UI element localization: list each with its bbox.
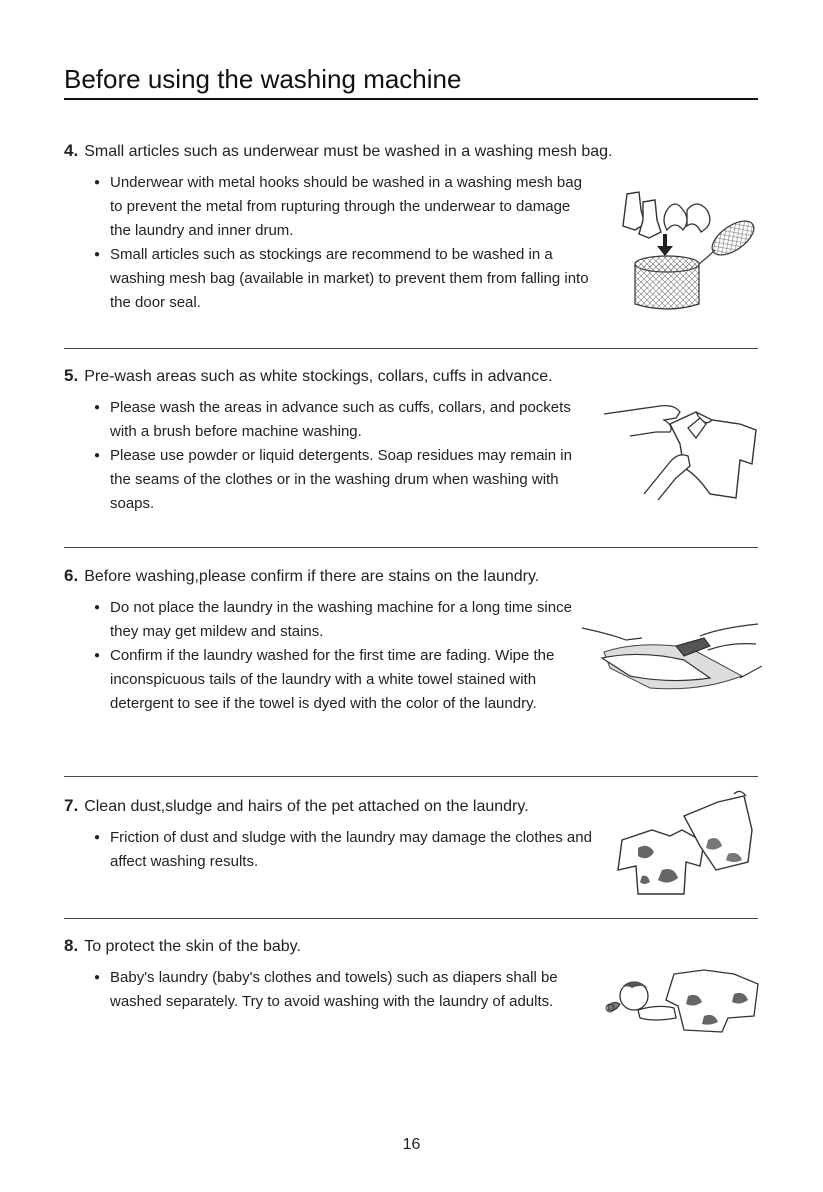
bullet-item: ● Please wash the areas in advance such as cuffs, collars, and pockets with a brush before machine washing. (94, 396, 594, 444)
bullet-item: ● Do not place the laundry in the washing machine for a long time since they may get mildew and stains. (94, 596, 594, 644)
section-heading (64, 141, 758, 162)
bullet-item: ● Small articles such as stockings are recommend to be washed in a washing mesh bag (available in market) to prevent them from falling into the door seal. (94, 243, 594, 315)
section-heading (64, 936, 758, 957)
bullet-item: ● Friction of dust and sludge with the laundry may damage the clothes and affect washing results. (94, 826, 594, 874)
bullet-item: ● Baby's laundry (baby's clothes and towels) such as diapers shall be washed separately. Try to avoid washing with the laundry of adults. (94, 966, 594, 1014)
section-number: 5. (64, 366, 79, 385)
page-number: 16 (402, 1136, 421, 1153)
section-heading (64, 566, 758, 587)
section-heading-text: Pre-wash areas such as white stockings, collars, cuffs in advance. (84, 368, 553, 385)
section-heading-text: Before washing,please confirm if there are stains on the laundry. (84, 568, 540, 585)
title-underline (64, 98, 758, 100)
section-number: 6. (64, 566, 79, 585)
section-number: 7. (64, 796, 79, 815)
bullet-item: ● Underwear with metal hooks should be washed in a washing mesh bag to prevent the metal from rupturing through the underwear to damage the laundry and inner drum. (94, 171, 594, 243)
section-divider (64, 547, 758, 548)
brushing-laundry-icon (580, 618, 762, 700)
hands-brushing-shirt-collar-icon (600, 398, 760, 503)
bullet-item: ● Confirm if the laundry washed for the first time are fading. Wipe the inconspicuous tails of the laundry with a white towel stained with detergent to see if the towel is dyed with the color of the laundry. (94, 644, 594, 716)
section-divider (64, 348, 758, 349)
mesh-bag-with-socks-and-bra-icon (605, 180, 760, 315)
section-heading-text: Clean dust,sludge and hairs of the pet attached on the laundry. (84, 798, 529, 815)
section-heading-text: Small articles such as underwear must be washed in a washing mesh bag. (84, 143, 613, 160)
section-heading-text: To protect the skin of the baby. (84, 938, 301, 955)
section-number: 4. (64, 141, 79, 160)
page-title: Before using the washing machine (64, 64, 462, 94)
section-divider (64, 776, 758, 777)
baby-and-laundry-icon (604, 966, 760, 1034)
section-number: 8. (64, 936, 79, 955)
section-heading (64, 366, 758, 387)
section-divider (64, 918, 758, 919)
dirty-clothes-icon (608, 790, 758, 898)
bullet-item: ● Please use powder or liquid detergents. Soap residues may remain in the seams of the clothes or in the washing drum when washing with soaps. (94, 444, 594, 516)
